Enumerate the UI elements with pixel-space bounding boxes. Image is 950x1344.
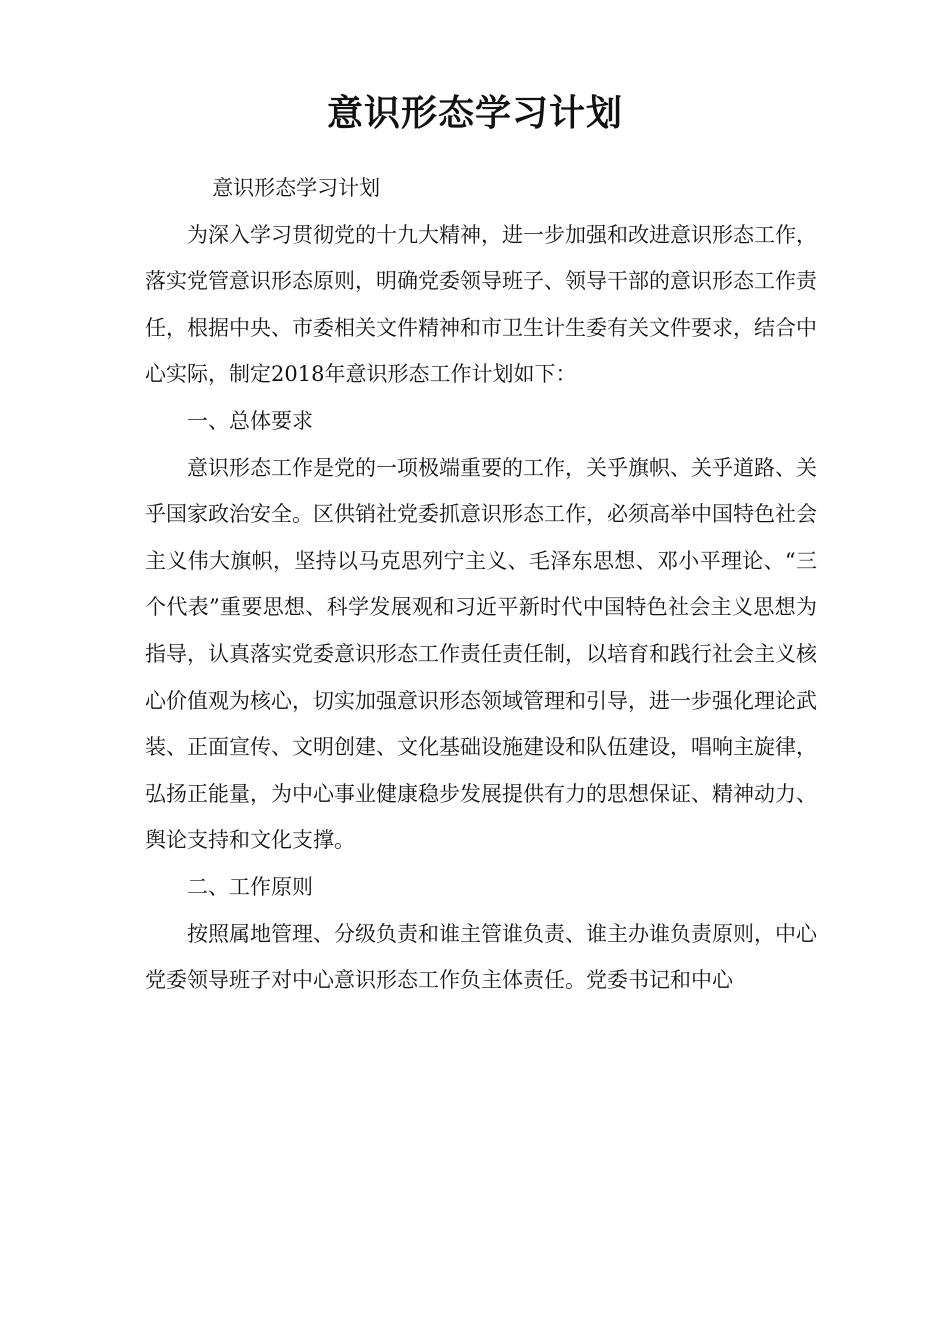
intro-paragraph: 为深入学习贯彻党的十九大精神，进一步加强和改进意识形态工作，落实党管意识形态原则，明确党委领导班子、领导干部的意识形态工作责任，根据中央、市委相关文件精神和市卫生计生委有关文件要求，结合中心实际，制定2018年意识形态工作计划如下： <box>145 222 817 387</box>
document-title: 意识形态学习计划 <box>326 93 623 134</box>
section-heading-general-requirements: 一、总体要求 <box>187 408 313 433</box>
section-heading-work-principles: 二、工作原则 <box>187 874 313 899</box>
work-principles-paragraph: 按照属地管理、分级负责和谁主管谁负责、谁主办谁负责原则，中心党委领导班子对中心意识形态工作负主体责任。党委书记和中心 <box>145 921 817 993</box>
subtitle-paragraph: 意识形态学习计划 <box>212 176 381 200</box>
general-requirements-paragraph: 意识形态工作是党的一项极端重要的工作，关乎旗帜、关乎道路、关乎国家政治安全。区供销社党委抓意识形态工作，必须高举中国特色社会主义伟大旗帜，坚持以马克思列宁主义、毛泽东思想、邓小平理论、“三个代表”重要思想、科学发展观和习近平新时代中国特色社会主义思想为指导，认真落实党委意识形态工作责任责任制，以培育和践行社会主义核心价值观为核心，切实加强意识形态领域管理和引导，进一步强化理论武装、正面宣传、文明创建、文化基础设施建设和队伍建设，唱响主旋律，弘扬正能量，为中心事业健康稳步发展提供有力的思想保证、精神动力、舆论支持和文化支撑。 <box>145 455 817 853</box>
document-body <box>145 165 817 1004</box>
